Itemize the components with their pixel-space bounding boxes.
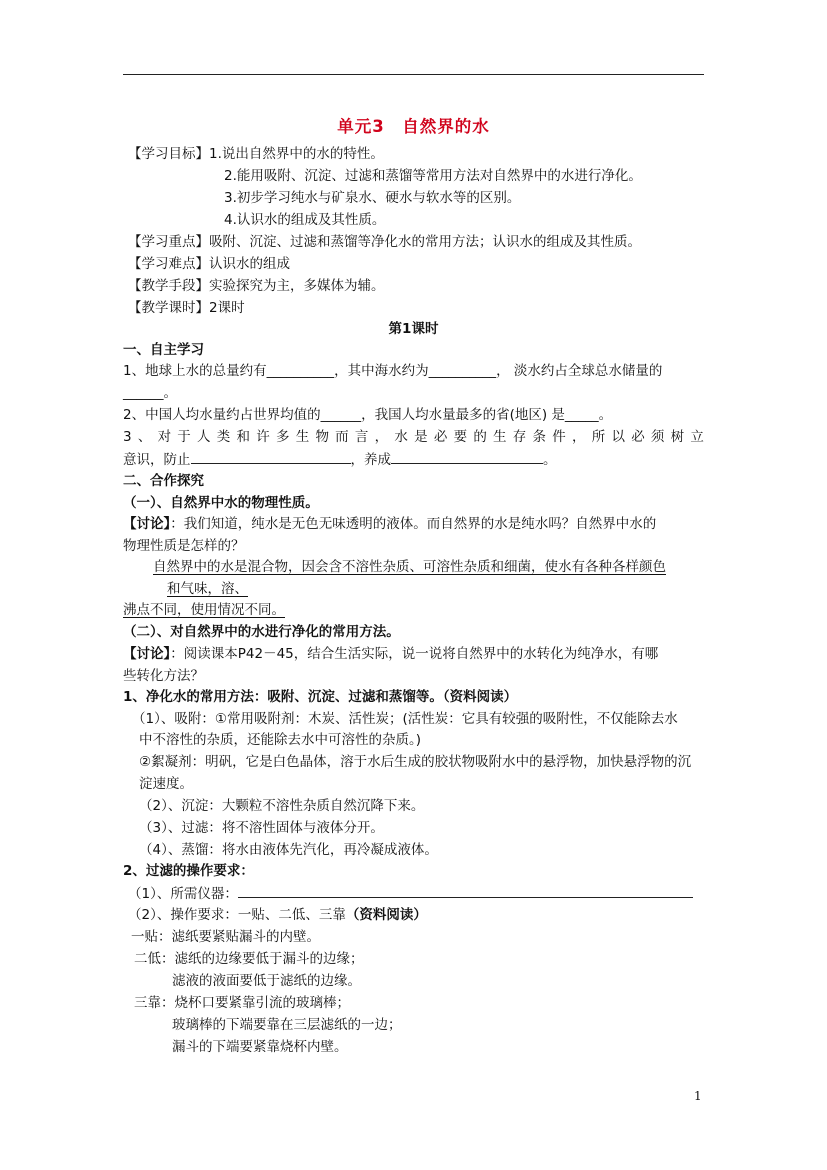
q3-char: 是 xyxy=(414,429,428,445)
q3-mid: ，养成 xyxy=(350,452,391,468)
q3-end: 。 xyxy=(543,452,557,468)
erdi-line-1: 二低：滤纸的边缘要低于漏斗的边缘； xyxy=(134,951,364,967)
key-row xyxy=(128,233,641,251)
difficulty-text: 认识水的组成 xyxy=(209,256,290,272)
goal-item-1: 1.说出自然界中的水的特性。 xyxy=(209,146,384,162)
q3-char: 所 xyxy=(591,429,606,445)
blank-line[interactable] xyxy=(191,450,351,464)
filter-requirements-note: （资料阅读） xyxy=(345,907,427,923)
filter-requirements-row xyxy=(128,906,427,924)
goals-row xyxy=(128,145,384,163)
q3-char: ， xyxy=(374,429,389,445)
q3-char: 类 xyxy=(216,429,231,445)
document-title: 单元3 自然界的水 xyxy=(337,117,490,136)
sankao-line-3: 漏斗的下端要紧靠烧杯内壁。 xyxy=(172,1039,348,1055)
goal-item-2: 2.能用吸附、沉淀、过滤和蒸馏等常用方法对自然界中的水进行净化。 xyxy=(224,168,642,184)
methods-title: 1、净化水的常用方法：吸附、沉淀、过滤和蒸馏等。（资料阅读） xyxy=(123,689,518,705)
method-2: （2）、沉淀：大颗粒不溶性杂质自然沉降下来。 xyxy=(139,798,425,814)
filter-instruments-label: （1）、所需仪器： xyxy=(128,886,238,902)
discussion-1-line-1 xyxy=(123,515,656,533)
blank-line[interactable] xyxy=(238,884,693,898)
method-1-line-4: 淀速度。 xyxy=(139,776,193,792)
q3-char: 立 xyxy=(690,429,704,445)
hours-row xyxy=(128,299,245,317)
sankao-line-1: 三靠：烧杯口要紧靠引流的玻璃棒； xyxy=(134,995,350,1011)
q3-char: 树 xyxy=(670,429,685,445)
q3-char: 水 xyxy=(394,429,408,445)
q3-char: ， xyxy=(571,429,586,445)
means-row xyxy=(128,277,385,295)
question-1-line-2: ______。 xyxy=(123,385,177,401)
answer-1-line-2: 和气味，溶、 xyxy=(167,581,248,597)
q3-char: 必 xyxy=(433,429,448,445)
q3-char: 、 xyxy=(137,429,152,445)
yitie-line: 一贴：滤纸要紧贴漏斗的内壁。 xyxy=(131,929,320,945)
q3-char: 3 xyxy=(123,429,132,445)
lesson-heading: 第1课时 xyxy=(388,321,439,337)
q3-char: 生 xyxy=(493,429,507,445)
method-1-line-2: 中不溶性的杂质，还能除去水中可溶性的杂质。) xyxy=(139,732,422,748)
difficulty-label: 【学习难点】 xyxy=(128,256,209,272)
q3-char: 条 xyxy=(532,429,547,445)
discussion-text: ：我们知道，纯水是无色无味透明的液体。而自然界的水是纯水吗？自然界中水的 xyxy=(170,516,657,532)
method-4: （4）、蒸馏：将水由液体先汽化，再冷凝成液体。 xyxy=(139,842,438,858)
key-text: 吸附、沉淀、过滤和蒸馏等净化水的常用方法；认识水的组成及其性质。 xyxy=(209,234,641,250)
q3-prefix: 意识，防止 xyxy=(123,452,191,468)
hours-text: 2课时 xyxy=(209,300,245,316)
q3-char: 要 xyxy=(453,429,468,445)
goal-item-3: 3.初步学习纯水与矿泉水、硬水与软水等的区别。 xyxy=(224,190,521,206)
q3-char: 许 xyxy=(256,429,270,445)
filter-title: 2、过滤的操作要求： xyxy=(123,863,254,879)
means-label: 【教学手段】 xyxy=(128,278,209,294)
q3-char: 而 xyxy=(335,429,349,445)
question-3-line-2 xyxy=(123,450,557,469)
method-1-line-1: （1）、吸附：①常用吸附剂：木炭、活性炭；(活性炭：它具有较强的吸附性，不仅能除去水 xyxy=(132,711,678,727)
q3-char: 人 xyxy=(197,429,211,445)
q3-char: 必 xyxy=(631,429,645,445)
question-3-line-1 xyxy=(123,428,704,446)
q3-char: 生 xyxy=(295,429,310,445)
subsection-2-title: （二）、对自然界中的水进行净化的常用方法。 xyxy=(123,624,400,640)
question-1-line-1: 1、地球上水的总量约有__________，其中海水约为__________， 淡水约占全球总水储量的 xyxy=(123,363,663,379)
q3-char: 言 xyxy=(354,429,369,445)
key-label: 【学习重点】 xyxy=(128,234,209,250)
q3-char: 物 xyxy=(315,429,329,445)
difficulty-row xyxy=(128,255,290,273)
sankao-line-2: 玻璃棒的下端要靠在三层滤纸的一边； xyxy=(172,1017,402,1033)
q3-char: 对 xyxy=(157,429,172,445)
discussion-label: 【讨论】 xyxy=(123,516,171,532)
means-text: 实验探究为主，多媒体为辅。 xyxy=(209,278,385,294)
q3-char: 于 xyxy=(177,429,191,445)
q3-char: 以 xyxy=(611,429,625,445)
q3-char: 的 xyxy=(473,429,487,445)
q3-char: 件 xyxy=(552,429,566,445)
question-2: 2、中国人均水量约占世界均值的______，我国人均水量最多的省(地区) 是_____。 xyxy=(123,407,613,423)
method-3: （3）、过滤：将不溶性固体与液体分开。 xyxy=(139,820,384,836)
q3-char: 多 xyxy=(275,429,290,445)
subsection-1-title: （一）、自然界中水的物理性质。 xyxy=(123,495,319,511)
discussion-2-line-1 xyxy=(123,645,658,663)
hours-label: 【教学课时】 xyxy=(128,300,209,316)
answer-1-line-1: 自然界中的水是混合物，因会含不溶性杂质、可溶性杂质和细菌，使水有各种各样颜色 xyxy=(153,559,666,575)
q3-char: 须 xyxy=(650,429,665,445)
q3-char: 存 xyxy=(512,429,527,445)
goal-item-4: 4.认识水的组成及其性质。 xyxy=(224,212,386,228)
page-number: 1 xyxy=(694,1089,702,1103)
section-2-title: 二、合作探究 xyxy=(123,473,204,489)
discussion-text: ：阅读课本P42－45，结合生活实际，说一说将自然界中的水转化为纯净水，有哪 xyxy=(170,646,659,662)
header-rule xyxy=(123,74,704,75)
discussion-1-line-2: 物理性质是怎样的？ xyxy=(123,538,245,554)
q3-char: 和 xyxy=(236,429,250,445)
discussion-label: 【讨论】 xyxy=(123,646,171,662)
filter-instruments-row xyxy=(128,884,693,903)
blank-line[interactable] xyxy=(391,450,543,464)
answer-1-line-3: 沸点不同，使用情况不同。 xyxy=(123,602,285,618)
goals-label: 【学习目标】 xyxy=(128,146,209,162)
method-1-line-3: ②絮凝剂：明矾，它是白色晶体，溶于水后生成的胶状物吸附水中的悬浮物，加快悬浮物的沉 xyxy=(139,754,692,770)
discussion-2-line-2: 些转化方法？ xyxy=(123,668,204,684)
erdi-line-2: 滤液的液面要低于滤纸的边缘。 xyxy=(172,973,361,989)
filter-requirements-text: （2）、操作要求：一贴、二低、三靠 xyxy=(128,907,346,923)
section-1-title: 一、自主学习 xyxy=(123,342,204,358)
